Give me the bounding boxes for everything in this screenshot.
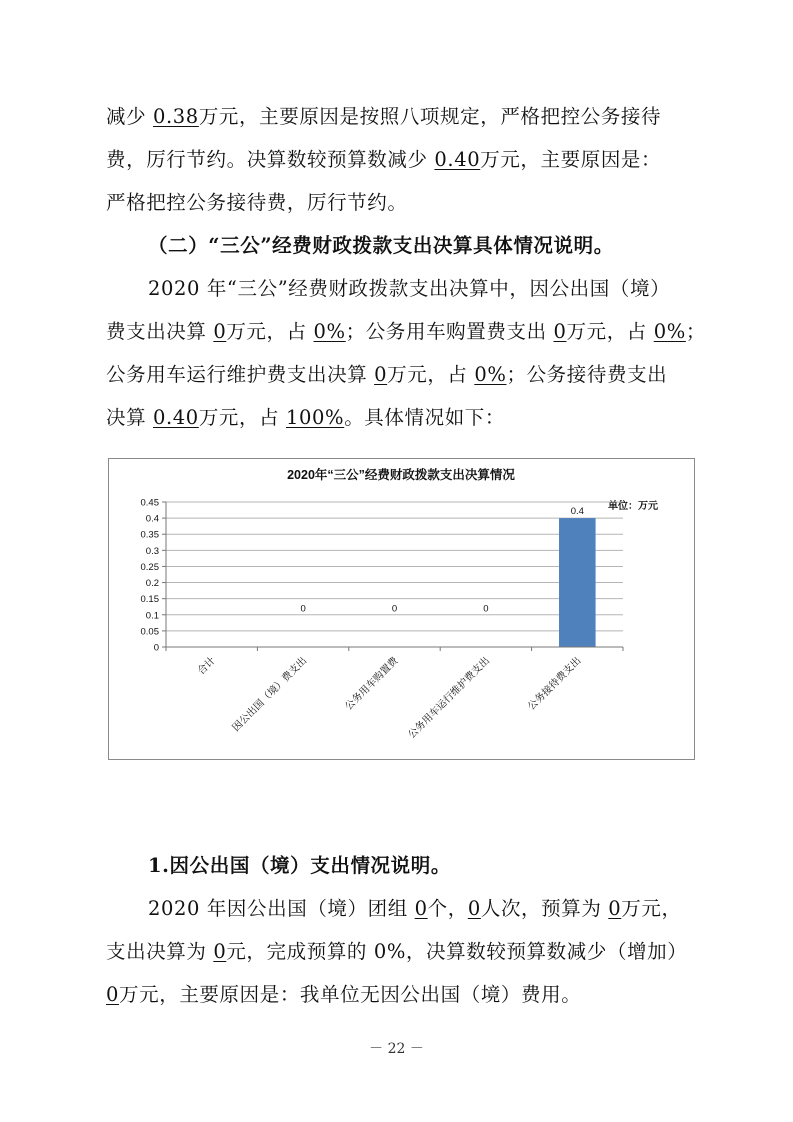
chart-frame xyxy=(108,458,695,760)
data-label: 0 xyxy=(483,603,489,615)
x-axis-categories xyxy=(166,647,623,741)
data-label: 0.4 xyxy=(570,506,584,518)
y-tick-label: 0.2 xyxy=(145,578,159,590)
data-labels xyxy=(300,506,583,614)
x-category-label: 公务用车购置费 xyxy=(343,655,401,713)
chart-unit-label: 单位：万元 xyxy=(608,501,658,512)
para3-line3: 0万元，主要原因是：我单位无因公出国（境）费用。 xyxy=(106,983,582,1006)
bars xyxy=(559,518,596,647)
y-tick-label: 0.05 xyxy=(140,626,159,638)
para2-line3: 公务用车运行维护费支出决算 0万元，占 0%；公务接待费支出 xyxy=(106,363,668,386)
y-tick-label: 0 xyxy=(153,642,159,654)
para2-line2: 费支出决算 0万元，占 0%；公务用车购置费支出 0万元，占 0%； xyxy=(106,320,706,343)
y-tick-label: 0.25 xyxy=(140,561,159,573)
para1-line3: 严格把控公务接待费，厉行节约。 xyxy=(106,191,408,214)
x-category-label: 公务接待费支出 xyxy=(526,655,584,713)
para3-line2: 支出决算为 0元，完成预算的 0%，决算数较预算数减少（增加） xyxy=(106,940,688,963)
y-tick-label: 0.45 xyxy=(140,497,159,509)
para2-line1: 2020 年“三公”经费财政拨款支出决算中，因公出国（境） xyxy=(148,277,671,300)
chart xyxy=(109,459,694,759)
para1-line1: 减少 0.38万元，主要原因是按照八项规定，严格把控公务接待 xyxy=(106,105,662,128)
x-category-label: 因公出国（境）费支出 xyxy=(230,655,310,734)
para3-line1: 2020 年因公出国（境）团组 0个，0人次，预算为 0万元， xyxy=(148,897,682,920)
grid-lines xyxy=(166,502,623,647)
y-tick-label: 0.4 xyxy=(145,513,159,525)
y-tick-label: 0.3 xyxy=(145,545,159,557)
x-category-label: 合计 xyxy=(195,655,218,678)
y-tick-label: 0.15 xyxy=(140,594,159,606)
data-label: 0 xyxy=(300,603,306,615)
data-label: 0 xyxy=(391,603,398,615)
chart-title: 2020年“三公”经费财政拨款支出决算情况 xyxy=(287,468,515,482)
page-number: － 22 － xyxy=(369,1041,424,1057)
section2-title: （二）“三公”经费财政拨款支出决算具体情况说明。 xyxy=(148,234,614,257)
bar xyxy=(559,518,596,647)
y-axis-ticks xyxy=(141,498,167,654)
x-category-label: 公务用车运行维护费支出 xyxy=(406,655,493,741)
y-tick-label: 0.35 xyxy=(140,529,159,541)
y-tick-label: 0.1 xyxy=(145,610,159,622)
section3-title: 1.因公出国（境）支出情况说明。 xyxy=(148,854,451,877)
para2-line4: 决算 0.40万元，占 100%。具体情况如下： xyxy=(106,406,505,429)
para1-line2: 费，厉行节约。决算数较预算数减少 0.40万元，主要原因是： xyxy=(106,148,662,171)
